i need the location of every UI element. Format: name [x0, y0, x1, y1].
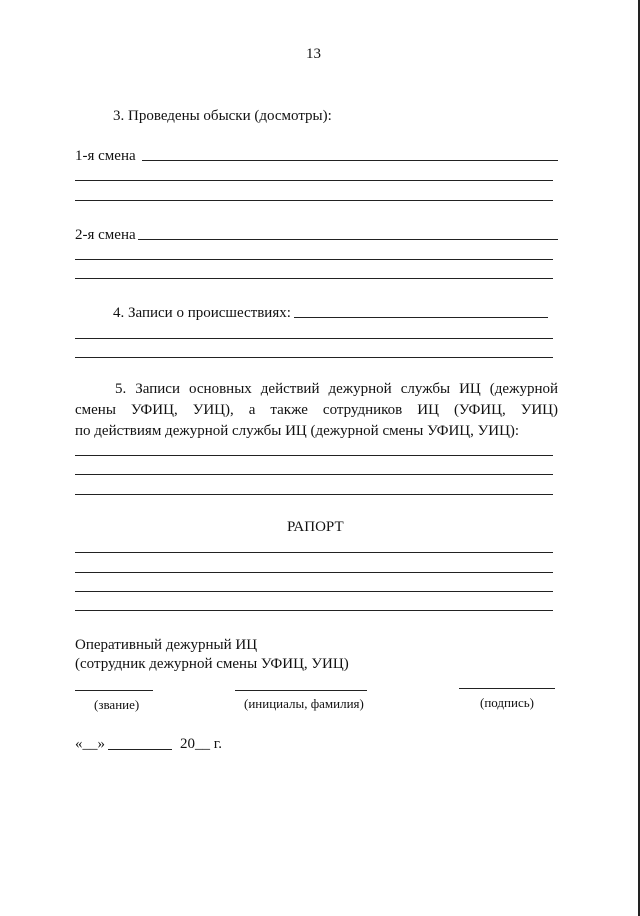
- incidents-line-3[interactable]: [75, 357, 553, 358]
- signature-line[interactable]: [459, 688, 555, 689]
- report-line-4[interactable]: [75, 610, 553, 611]
- name-caption: (инициалы, фамилия): [244, 696, 364, 711]
- section5-line2: смены УФИЦ, УИЦ), а также сотрудников ИЦ (УФИЦ, УИЦ): [75, 402, 558, 418]
- actions-line-1[interactable]: [75, 455, 553, 456]
- actions-line-2[interactable]: [75, 474, 553, 475]
- date-month-line[interactable]: [108, 749, 172, 750]
- report-line-1[interactable]: [75, 552, 553, 553]
- date-day: «__»: [75, 736, 105, 752]
- section3-heading: 3. Проведены обыски (досмотры):: [113, 108, 332, 124]
- shift1-line-3[interactable]: [75, 200, 553, 201]
- shift2-line[interactable]: [138, 239, 558, 240]
- report-line-2[interactable]: [75, 572, 553, 573]
- section4-heading: 4. Записи о происшествиях:: [113, 305, 291, 321]
- page-number: 13: [306, 46, 321, 62]
- report-title: РАПОРТ: [287, 519, 344, 535]
- shift1-line-2[interactable]: [75, 180, 553, 181]
- signature-caption: (подпись): [480, 695, 534, 710]
- section5-line3: по действиям дежурной службы ИЦ (дежурной смены УФИЦ, УИЦ):: [75, 423, 520, 439]
- rank-line[interactable]: [75, 690, 153, 691]
- shift2-label: 2-я смена: [75, 227, 136, 243]
- shift1-label: 1-я смена: [75, 148, 136, 164]
- shift2-line-2[interactable]: [75, 259, 553, 260]
- incidents-line[interactable]: [294, 317, 548, 318]
- signer-role-note: (сотрудник дежурной смены УФИЦ, УИЦ): [75, 656, 349, 672]
- shift1-line[interactable]: [142, 160, 558, 161]
- report-line-3[interactable]: [75, 591, 553, 592]
- incidents-line-2[interactable]: [75, 338, 553, 339]
- rank-caption: (звание): [94, 697, 140, 712]
- section5-line1: 5. Записи основных действий дежурной службы ИЦ (дежурной: [115, 381, 558, 397]
- shift2-line-3[interactable]: [75, 278, 553, 279]
- actions-line-3[interactable]: [75, 494, 553, 495]
- name-line[interactable]: [235, 690, 367, 691]
- signer-role: Оперативный дежурный ИЦ: [75, 637, 258, 653]
- date-year: 20__ г.: [180, 736, 222, 752]
